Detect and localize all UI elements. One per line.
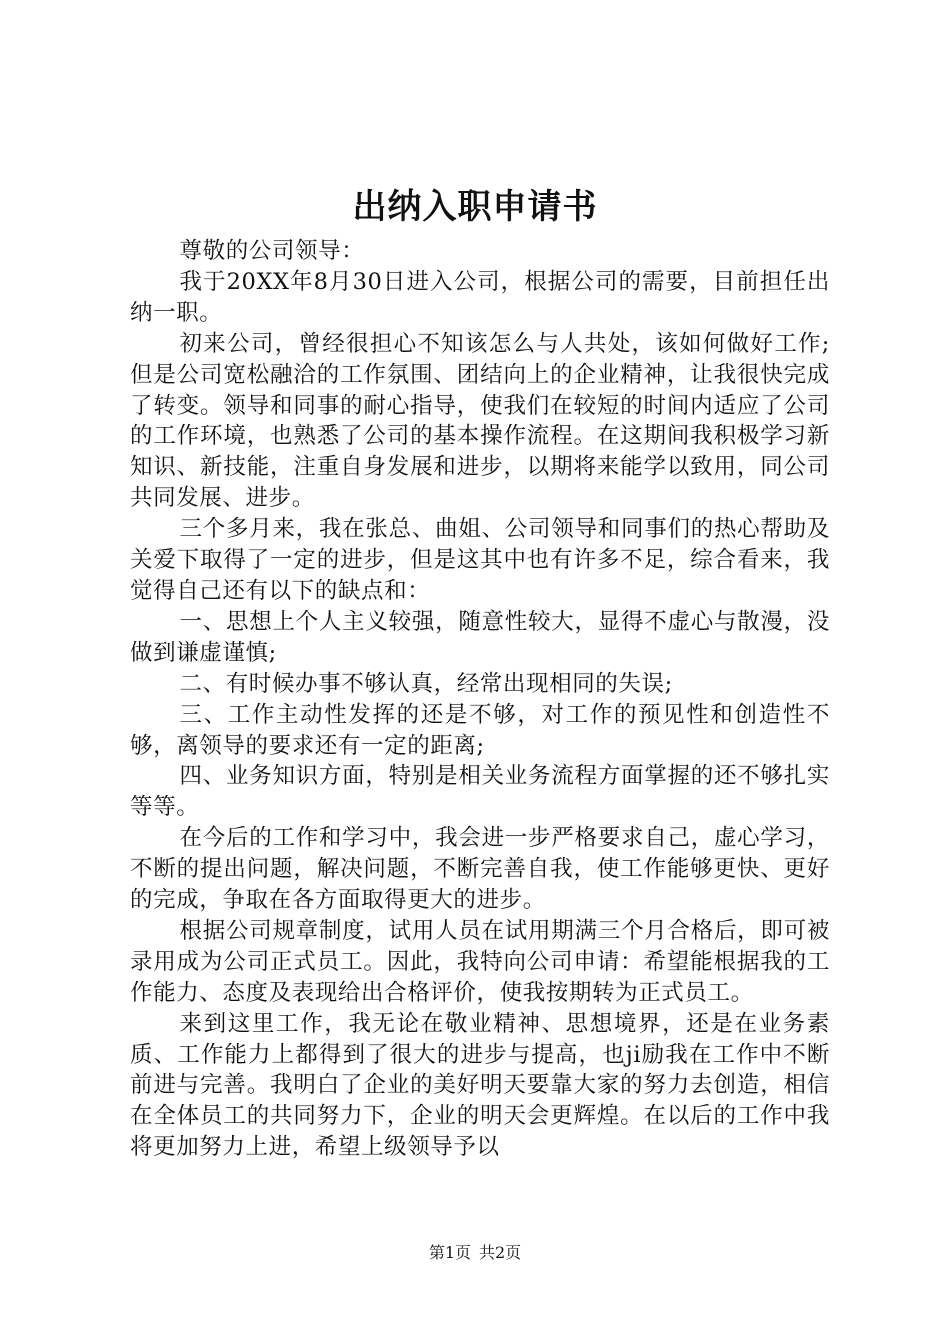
page-footer xyxy=(0,1241,950,1265)
paragraph-progress: 三个多月来，我在张总、曲姐、公司领导和同事们的热心帮助及关爱下取得了一定的进步，但是这其中也有许多不足，综合看来，我觉得自己还有以下的缺点和： xyxy=(130,516,830,604)
paragraph-adaptation: 初来公司，曾经很担心不知该怎么与人共处，该如何做好工作;但是公司宽松融洽的工作氛围、团结向上的企业精神，让我很快完成了转变。领导和同事的耐心指导，使我们在较短的时间内适应了公司的工作环境，也熟悉了公司的基本操作流程。在这期间我积极学习新知识、新技能，注重自身发展和进步，以期将来能学以致用，同公司共同发展、进步。 xyxy=(130,330,830,512)
paragraph-closing: 来到这里工作，我无论在敬业精神、思想境界，还是在业务素质、工作能力上都得到了很大的进步与提高，也ji励我在工作中不断前进与完善。我明白了企业的美好明天要靠大家的努力去创造，相信在全体员工的共同努力下，企业的明天会更辉煌。在以后的工作中我将更加努力上进，希望上级领导予以 xyxy=(130,1010,830,1161)
paragraph-future: 在今后的工作和学习中，我会进一步严格要求自己，虚心学习，不断的提出问题，解决问题，不断完善自我，使工作能够更快、更好的完成，争取在各方面取得更大的进步。 xyxy=(130,825,830,914)
salutation: 尊敬的公司领导： xyxy=(179,238,365,264)
shortcoming-item-1: 一、思想上个人主义较强，随意性较大，显得不虚心与散漫，没做到谦虚谨慎; xyxy=(130,608,830,666)
shortcoming-item-3: 三、工作主动性发挥的还是不够，对工作的预见性和创造性不够，离领导的要求还有一定的距离; xyxy=(130,701,830,759)
paragraph-request: 根据公司规章制度，试用人员在试用期满三个月合格后，即可被录用成为公司正式员工。因此，我特向公司申请：希望能根据我的工作能力、态度及表现给出合格评价，使我按期转为正式员工。 xyxy=(130,917,830,1006)
shortcoming-item-4: 四、业务知识方面，特别是相关业务流程方面掌握的还不够扎实等等。 xyxy=(130,763,830,821)
page-total: 共2页 xyxy=(479,1243,522,1262)
document-title: 出纳入职申请书 xyxy=(352,187,598,227)
paragraph-intro: 我于20XX年8月30日进入公司，根据公司的需要，目前担任出纳一职。 xyxy=(130,268,830,326)
shortcoming-item-2: 二、有时候办事不够认真，经常出现相同的失误; xyxy=(179,670,673,697)
document-body xyxy=(130,236,830,1163)
page-number: 第1页 xyxy=(428,1243,471,1262)
